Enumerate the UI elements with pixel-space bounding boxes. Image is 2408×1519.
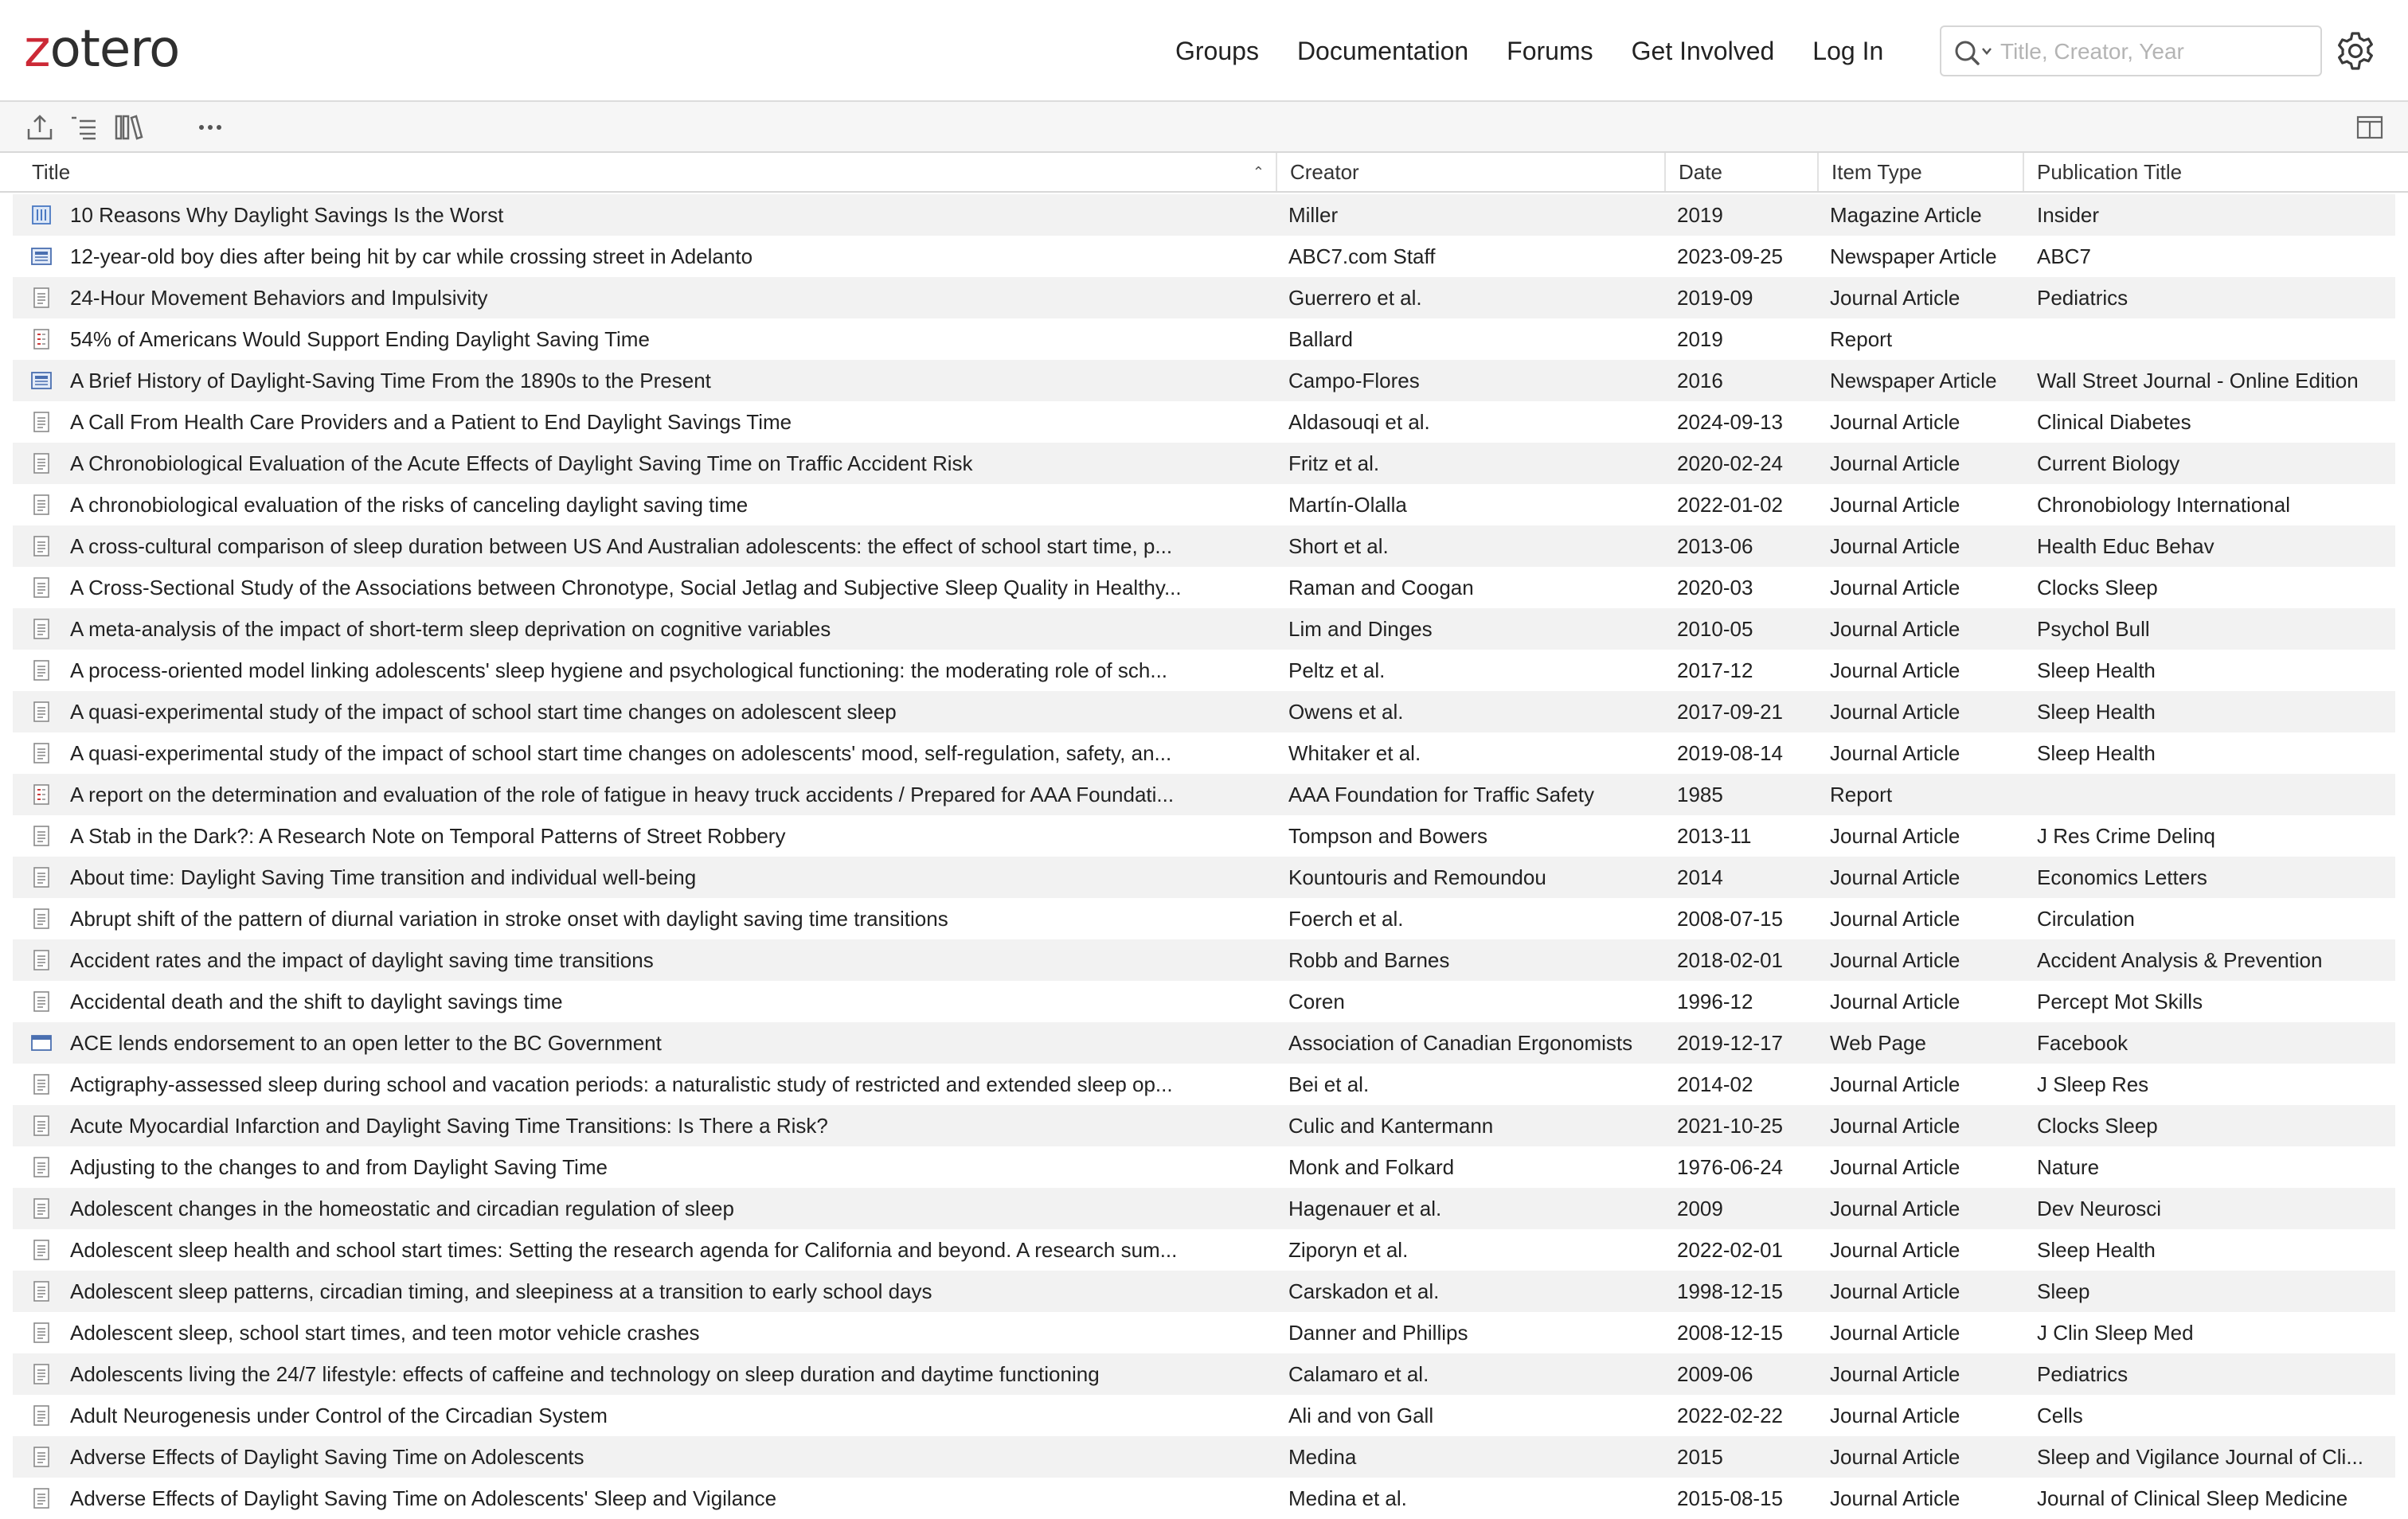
item-title: About time: Daylight Saving Time transition and individual well-being xyxy=(70,865,697,889)
item-creator: Ziporyn et al. xyxy=(1288,1238,1409,1262)
item-creator: ABC7.com Staff xyxy=(1288,244,1436,268)
table-row[interactable] xyxy=(13,1478,2395,1519)
search-box[interactable] xyxy=(1940,25,2322,76)
item-publication: Insider xyxy=(2037,203,2100,227)
item-creator: Culic and Kantermann xyxy=(1288,1114,1494,1138)
table-row[interactable] xyxy=(13,650,2395,691)
journal-article-icon xyxy=(30,949,53,971)
item-date: 2010-05 xyxy=(1677,617,1753,641)
item-creator: Lim and Dinges xyxy=(1288,617,1433,641)
nav-get-involved[interactable]: Get Involved xyxy=(1631,37,1775,65)
column-header-date[interactable] xyxy=(1664,153,1817,191)
table-row[interactable] xyxy=(13,898,2395,939)
item-date: 2016 xyxy=(1677,369,1723,392)
item-publication: Nature xyxy=(2037,1155,2100,1179)
item-creator: Hagenauer et al. xyxy=(1288,1197,1442,1220)
item-creator: Miller xyxy=(1288,203,1339,227)
item-date: 2022-02-01 xyxy=(1677,1238,1783,1262)
item-publication: Pediatrics xyxy=(2037,1362,2128,1386)
journal-article-icon xyxy=(30,1280,53,1302)
item-date: 1996-12 xyxy=(1677,990,1753,1013)
item-type: Report xyxy=(1830,327,1893,351)
table-row[interactable] xyxy=(13,236,2395,277)
item-title: Adolescent sleep health and school start times: Setting the research agenda for California and beyond. A research sum... xyxy=(70,1238,1178,1262)
item-type: Journal Article xyxy=(1830,700,1960,724)
item-date: 2009 xyxy=(1677,1197,1723,1220)
items-list xyxy=(13,194,2395,1519)
table-row[interactable] xyxy=(13,1188,2395,1229)
item-publication: Sleep and Vigilance Journal of Cli... xyxy=(2037,1445,2363,1469)
journal-article-icon xyxy=(30,990,53,1013)
item-date: 1976-06-24 xyxy=(1677,1155,1783,1179)
journal-article-icon xyxy=(30,452,53,474)
item-title: A quasi-experimental study of the impact of school start time changes on adolescent sleep xyxy=(70,700,897,724)
item-date: 2023-09-25 xyxy=(1677,244,1783,268)
item-publication: J Res Crime Delinq xyxy=(2037,824,2215,848)
logo-rest: otero xyxy=(49,20,180,79)
column-header-title[interactable] xyxy=(0,153,1274,191)
nav-log-in[interactable]: Log In xyxy=(1812,37,1884,65)
table-row[interactable] xyxy=(13,1022,2395,1064)
item-date: 2020-02-24 xyxy=(1677,451,1783,475)
item-publication: Dev Neurosci xyxy=(2037,1197,2162,1220)
item-creator: Tompson and Bowers xyxy=(1288,824,1488,848)
table-row[interactable] xyxy=(13,318,2395,360)
item-title: Acute Myocardial Infarction and Daylight Saving Time Transitions: Is There a Risk? xyxy=(70,1114,828,1138)
item-publication: Clinical Diabetes xyxy=(2037,410,2191,434)
item-title: A Cross-Sectional Study of the Associations between Chronotype, Social Jetlag and Subjective Sleep Quality in Healthy... xyxy=(70,576,1182,599)
journal-article-icon xyxy=(30,1197,53,1220)
table-row[interactable] xyxy=(13,1146,2395,1188)
table-row[interactable] xyxy=(13,1229,2395,1271)
gear-icon[interactable] xyxy=(2335,30,2376,72)
item-date: 2021-10-25 xyxy=(1677,1114,1783,1138)
item-type: Journal Article xyxy=(1830,658,1960,682)
column-header-creator[interactable] xyxy=(1276,153,1663,191)
item-publication: Wall Street Journal - Online Edition xyxy=(2037,369,2359,392)
journal-article-icon xyxy=(30,1156,53,1178)
journal-article-icon xyxy=(30,1363,53,1385)
item-date: 2019-09 xyxy=(1677,286,1753,310)
item-publication xyxy=(2037,774,2390,815)
item-title: Adjusting to the changes to and from Daylight Saving Time xyxy=(70,1155,608,1179)
item-title: Adult Neurogenesis under Control of the Circadian System xyxy=(70,1404,608,1427)
item-creator: Raman and Coogan xyxy=(1288,576,1474,599)
item-type: Journal Article xyxy=(1830,410,1960,434)
newspaper-article-icon xyxy=(30,245,53,267)
table-row[interactable] xyxy=(13,774,2395,815)
item-creator: Kountouris and Remoundou xyxy=(1288,865,1546,889)
journal-article-icon xyxy=(30,1446,53,1468)
item-type: Journal Article xyxy=(1830,451,1960,475)
item-title: A Chronobiological Evaluation of the Acute Effects of Daylight Saving Time on Traffic Accident Risk xyxy=(70,451,973,475)
item-type: Journal Article xyxy=(1830,1321,1960,1345)
table-row[interactable] xyxy=(13,1395,2395,1436)
item-title: Adolescent sleep patterns, circadian timing, and sleepiness at a transition to early school days xyxy=(70,1279,932,1303)
report-icon xyxy=(30,328,53,350)
item-publication: Circulation xyxy=(2037,907,2135,931)
table-row[interactable] xyxy=(13,691,2395,732)
table-row[interactable] xyxy=(13,1436,2395,1478)
item-title: A chronobiological evaluation of the risks of canceling daylight saving time xyxy=(70,493,749,517)
table-row[interactable] xyxy=(13,1105,2395,1146)
zotero-logo[interactable] xyxy=(24,18,179,81)
web-page-icon xyxy=(30,1032,53,1054)
item-creator: Calamaro et al. xyxy=(1288,1362,1429,1386)
library-icon[interactable] xyxy=(113,111,145,143)
column-label: Creator xyxy=(1290,160,1359,184)
item-creator: Carskadon et al. xyxy=(1288,1279,1440,1303)
item-date: 2020-03 xyxy=(1677,576,1753,599)
table-row[interactable] xyxy=(13,981,2395,1022)
item-type: Journal Article xyxy=(1830,1155,1960,1179)
item-creator: Danner and Phillips xyxy=(1288,1321,1468,1345)
item-type: Journal Article xyxy=(1830,1114,1960,1138)
journal-article-icon xyxy=(30,576,53,599)
item-title: Adverse Effects of Daylight Saving Time on Adolescents xyxy=(70,1445,584,1469)
item-date: 2019 xyxy=(1677,327,1723,351)
item-date: 2019-12-17 xyxy=(1677,1031,1783,1055)
item-type: Journal Article xyxy=(1830,1072,1960,1096)
item-publication: Sleep Health xyxy=(2037,1238,2156,1262)
item-creator: Association of Canadian Ergonomists xyxy=(1288,1031,1633,1055)
item-title: 10 Reasons Why Daylight Savings Is the Worst xyxy=(70,203,504,227)
table-row[interactable] xyxy=(13,401,2395,443)
column-label: Date xyxy=(1679,160,1722,184)
item-publication: Clocks Sleep xyxy=(2037,1114,2158,1138)
table-row[interactable] xyxy=(13,567,2395,608)
item-publication: Cells xyxy=(2037,1404,2083,1427)
columns-icon[interactable] xyxy=(2354,111,2386,143)
item-publication: Sleep Health xyxy=(2037,658,2156,682)
item-date: 2017-12 xyxy=(1677,658,1753,682)
item-title: 12-year-old boy dies after being hit by car while crossing street in Adelanto xyxy=(70,244,753,268)
item-publication xyxy=(2037,318,2390,360)
item-date: 1985 xyxy=(1677,783,1723,806)
item-date: 2008-12-15 xyxy=(1677,1321,1783,1345)
newspaper-article-icon xyxy=(30,369,53,392)
item-type: Journal Article xyxy=(1830,534,1960,558)
logo-first-letter: z xyxy=(24,20,50,79)
item-publication: Psychol Bull xyxy=(2037,617,2150,641)
item-publication: Pediatrics xyxy=(2037,286,2128,310)
export-icon[interactable] xyxy=(24,111,56,143)
item-publication: Journal of Clinical Sleep Medicine xyxy=(2037,1486,2348,1510)
journal-article-icon xyxy=(30,1073,53,1095)
journal-article-icon xyxy=(30,1404,53,1427)
item-type: Web Page xyxy=(1830,1031,1926,1055)
journal-article-icon xyxy=(30,742,53,764)
journal-article-icon xyxy=(30,411,53,433)
item-title: 24-Hour Movement Behaviors and Impulsivity xyxy=(70,286,488,310)
journal-article-icon xyxy=(30,287,53,309)
table-row[interactable] xyxy=(13,857,2395,898)
journal-article-icon xyxy=(30,1115,53,1137)
item-type: Magazine Article xyxy=(1830,203,1982,227)
item-title: A quasi-experimental study of the impact of school start time changes on adolescents' mood, self-regulation, safety, an... xyxy=(70,741,1172,765)
item-creator: Medina xyxy=(1288,1445,1357,1469)
item-type: Journal Article xyxy=(1830,617,1960,641)
journal-article-icon xyxy=(30,1487,53,1509)
item-type: Journal Article xyxy=(1830,576,1960,599)
item-creator: Aldasouqi et al. xyxy=(1288,410,1430,434)
item-title: A Stab in the Dark?: A Research Note on Temporal Patterns of Street Robbery xyxy=(70,824,786,848)
item-date: 2013-06 xyxy=(1677,534,1753,558)
item-publication: Facebook xyxy=(2037,1031,2128,1055)
item-creator: Owens et al. xyxy=(1288,700,1404,724)
item-date: 2014-02 xyxy=(1677,1072,1753,1096)
item-creator: Whitaker et al. xyxy=(1288,741,1421,765)
item-type: Journal Article xyxy=(1830,865,1960,889)
item-title: Accidental death and the shift to daylight savings time xyxy=(70,990,563,1013)
item-title: A report on the determination and evaluation of the role of fatigue in heavy truck accidents / Prepared for AAA Foundati... xyxy=(70,783,1175,806)
table-row[interactable] xyxy=(13,1312,2395,1353)
more-icon[interactable] xyxy=(194,111,226,143)
item-publication: J Clin Sleep Med xyxy=(2037,1321,2194,1345)
item-date: 2022-02-22 xyxy=(1677,1404,1783,1427)
journal-article-icon xyxy=(30,825,53,847)
item-type: Journal Article xyxy=(1830,1238,1960,1262)
magazine-article-icon xyxy=(30,204,53,226)
column-header-item-type[interactable] xyxy=(1817,153,2023,191)
item-creator: Campo-Flores xyxy=(1288,369,1420,392)
item-type: Journal Article xyxy=(1830,286,1960,310)
item-type: Newspaper Article xyxy=(1830,369,1997,392)
item-title: A Brief History of Daylight-Saving Time From the 1890s to the Present xyxy=(70,369,711,392)
item-publication: Economics Letters xyxy=(2037,865,2207,889)
table-row[interactable] xyxy=(13,1353,2395,1395)
journal-article-icon xyxy=(30,1322,53,1344)
table-row[interactable] xyxy=(13,1271,2395,1312)
item-creator: Medina et al. xyxy=(1288,1486,1407,1510)
journal-article-icon xyxy=(30,535,53,557)
item-publication: Sleep Health xyxy=(2037,700,2156,724)
item-type: Journal Article xyxy=(1830,990,1960,1013)
item-type: Journal Article xyxy=(1830,1362,1960,1386)
journal-article-icon xyxy=(30,866,53,888)
item-type: Journal Article xyxy=(1830,1197,1960,1220)
item-publication: Sleep Health xyxy=(2037,741,2156,765)
column-header-publication-title[interactable] xyxy=(2023,153,2408,191)
item-title: A cross-cultural comparison of sleep duration between US And Australian adolescents: the effect of school start time, p... xyxy=(70,534,1173,558)
table-row[interactable] xyxy=(13,815,2395,857)
search-icon[interactable] xyxy=(1953,38,1994,67)
item-type: Journal Article xyxy=(1830,741,1960,765)
item-date: 1998-12-15 xyxy=(1677,1279,1783,1303)
item-creator: Short et al. xyxy=(1288,534,1389,558)
item-creator: AAA Foundation for Traffic Safety xyxy=(1288,783,1594,806)
nav-documentation[interactable]: Documentation xyxy=(1296,37,1469,65)
table-row[interactable] xyxy=(13,608,2395,650)
toolbar xyxy=(0,102,2408,153)
sort-ascending-icon: ⌃ xyxy=(1252,164,1265,180)
item-title: Adolescent sleep, school start times, and teen motor vehicle crashes xyxy=(70,1321,700,1345)
item-title: Actigraphy-assessed sleep during school and vacation periods: a naturalistic study of restricted and extended sleep op... xyxy=(70,1072,1173,1096)
top-navigation xyxy=(0,0,2408,102)
item-type: Newspaper Article xyxy=(1830,244,1997,268)
item-publication: Current Biology xyxy=(2037,451,2180,475)
item-type: Report xyxy=(1830,783,1893,806)
item-title: Abrupt shift of the pattern of diurnal variation in stroke onset with daylight saving time transitions xyxy=(70,907,948,931)
item-date: 2008-07-15 xyxy=(1677,907,1783,931)
column-label: Publication Title xyxy=(2037,160,2183,184)
table-row[interactable] xyxy=(13,194,2395,236)
list-view-icon[interactable] xyxy=(68,111,100,143)
item-publication: Accident Analysis & Prevention xyxy=(2037,948,2323,972)
search-input[interactable] xyxy=(1999,33,2312,70)
item-publication: J Sleep Res xyxy=(2037,1072,2149,1096)
journal-article-icon xyxy=(30,659,53,681)
item-creator: Ali and von Gall xyxy=(1288,1404,1434,1427)
item-publication: Percept Mot Skills xyxy=(2037,990,2203,1013)
item-creator: Robb and Barnes xyxy=(1288,948,1450,972)
item-date: 2019 xyxy=(1677,203,1723,227)
journal-article-icon xyxy=(30,908,53,930)
item-creator: Guerrero et al. xyxy=(1288,286,1422,310)
item-date: 2019-08-14 xyxy=(1677,741,1783,765)
table-row[interactable] xyxy=(13,732,2395,774)
item-title: Accident rates and the impact of daylight saving time transitions xyxy=(70,948,654,972)
item-date: 2009-06 xyxy=(1677,1362,1753,1386)
item-creator: Ballard xyxy=(1288,327,1353,351)
item-type: Journal Article xyxy=(1830,907,1960,931)
item-publication: Health Educ Behav xyxy=(2037,534,2214,558)
table-row[interactable] xyxy=(13,277,2395,318)
item-creator: Fritz et al. xyxy=(1288,451,1380,475)
item-title: Adolescents living the 24/7 lifestyle: effects of caffeine and technology on sleep duration and daytime functioning xyxy=(70,1362,1100,1386)
item-publication: ABC7 xyxy=(2037,244,2091,268)
item-type: Journal Article xyxy=(1830,948,1960,972)
item-creator: Monk and Folkard xyxy=(1288,1155,1455,1179)
item-date: 2024-09-13 xyxy=(1677,410,1783,434)
item-title: ACE lends endorsement to an open letter to the BC Government xyxy=(70,1031,662,1055)
item-date: 2018-02-01 xyxy=(1677,948,1783,972)
item-creator: Peltz et al. xyxy=(1288,658,1386,682)
item-type: Journal Article xyxy=(1830,1486,1960,1510)
item-date: 2013-11 xyxy=(1677,824,1752,848)
report-icon xyxy=(30,783,53,806)
column-label: Item Type xyxy=(1831,160,1922,184)
nav-links xyxy=(1175,29,1921,73)
table-header xyxy=(0,153,2408,193)
column-label: Title xyxy=(32,160,71,184)
journal-article-icon xyxy=(30,618,53,640)
item-date: 2022-01-02 xyxy=(1677,493,1783,517)
item-type: Journal Article xyxy=(1830,1279,1960,1303)
item-type: Journal Article xyxy=(1830,493,1960,517)
item-publication: Clocks Sleep xyxy=(2037,576,2158,599)
table-row[interactable] xyxy=(13,939,2395,981)
item-title: A Call From Health Care Providers and a Patient to End Daylight Savings Time xyxy=(70,410,792,434)
journal-article-icon xyxy=(30,494,53,516)
item-type: Journal Article xyxy=(1830,824,1960,848)
item-creator: Coren xyxy=(1288,990,1345,1013)
nav-forums[interactable]: Forums xyxy=(1507,37,1593,65)
item-title: Adverse Effects of Daylight Saving Time on Adolescents' Sleep and Vigilance xyxy=(70,1486,777,1510)
table-row[interactable] xyxy=(13,525,2395,567)
item-title: 54% of Americans Would Support Ending Daylight Saving Time xyxy=(70,327,650,351)
item-type: Journal Article xyxy=(1830,1445,1960,1469)
item-date: 2017-09-21 xyxy=(1677,700,1783,724)
item-creator: Foerch et al. xyxy=(1288,907,1404,931)
item-creator: Martín-Olalla xyxy=(1288,493,1407,517)
item-title: A process-oriented model linking adolescents' sleep hygiene and psychological functioning: the moderating role of sch... xyxy=(70,658,1168,682)
journal-article-icon xyxy=(30,701,53,723)
item-date: 2014 xyxy=(1677,865,1723,889)
nav-groups[interactable]: Groups xyxy=(1175,37,1259,65)
item-date: 2015 xyxy=(1677,1445,1723,1469)
table-row[interactable] xyxy=(13,360,2395,401)
item-publication: Sleep xyxy=(2037,1279,2090,1303)
table-row[interactable] xyxy=(13,1064,2395,1105)
item-publication: Chronobiology International xyxy=(2037,493,2290,517)
item-date: 2015-08-15 xyxy=(1677,1486,1783,1510)
item-type: Journal Article xyxy=(1830,1404,1960,1427)
table-row[interactable] xyxy=(13,443,2395,484)
item-title: Adolescent changes in the homeostatic and circadian regulation of sleep xyxy=(70,1197,734,1220)
table-row[interactable] xyxy=(13,484,2395,525)
item-creator: Bei et al. xyxy=(1288,1072,1370,1096)
item-title: A meta-analysis of the impact of short-term sleep deprivation on cognitive variables xyxy=(70,617,831,641)
journal-article-icon xyxy=(30,1239,53,1261)
